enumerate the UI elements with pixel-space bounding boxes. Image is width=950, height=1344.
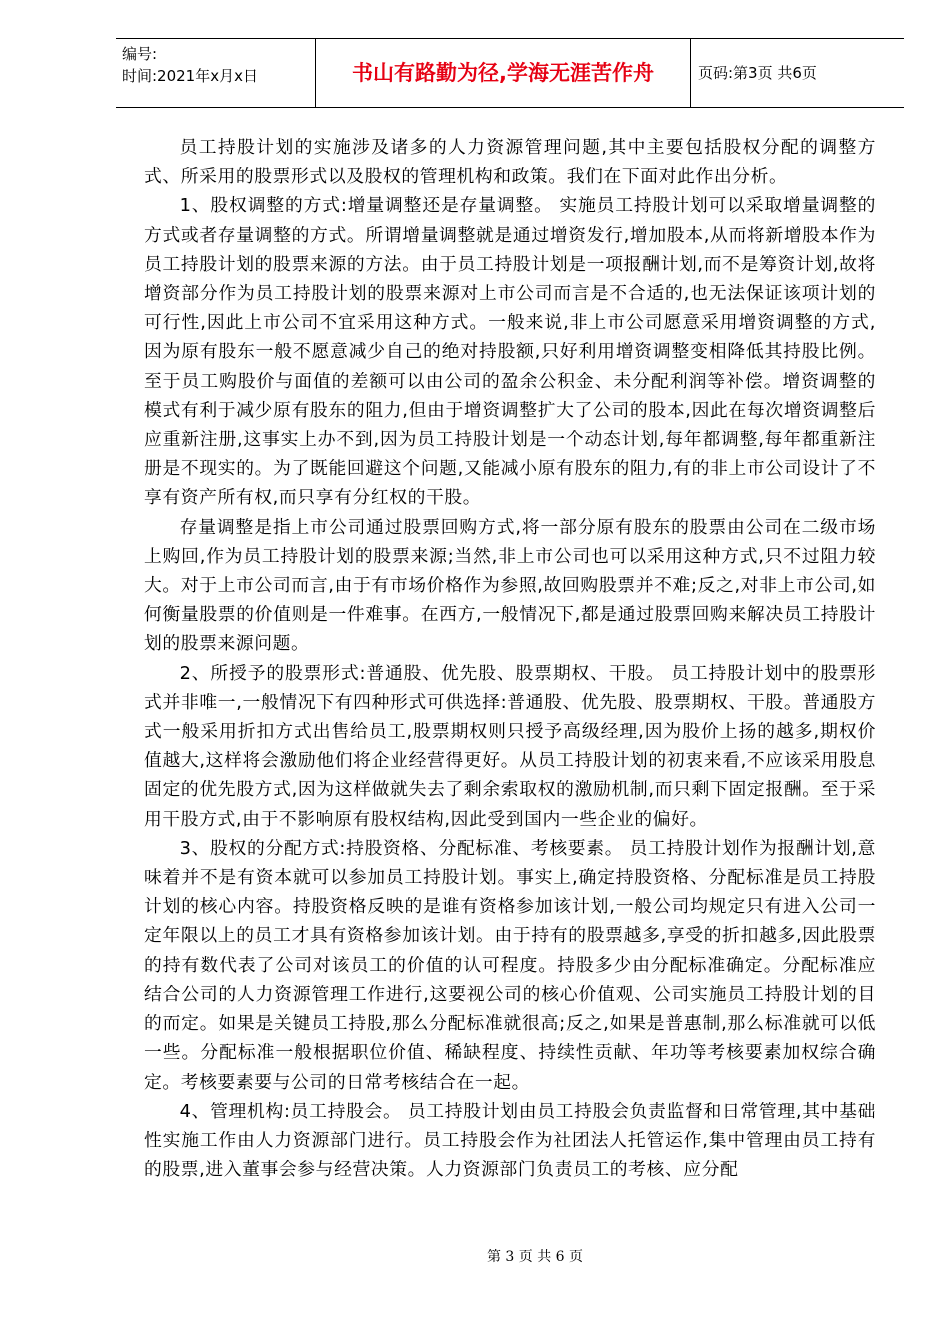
document-body [144, 133, 876, 1184]
header-page-info: 页码:第3页 共6页 [698, 64, 817, 82]
header-number-label: 编号: [122, 45, 158, 63]
footer-page-number: 第 3 页 共 6 页 [486, 1249, 584, 1265]
paragraph-stock-forms: 2、所授予的股票形式:普通股、优先股、股票期权、干股。 员工持股计划中的股票形式并非唯一,一般情况下有四种形式可供选择:普通股、优先股、股票期权、干股。普通股方式一般采用折扣方式出售给员工,股票期权则只授予高级经理,因为股价上扬的越多,期权价值越大,这样将会激励他们将企业经营得更好。从员工持股计划的初衷来看,不应该采用股息固定的优先股方式,因为这样做就失去了剩余索取权的激励机制,而只剩下固定报酬。至于采用干股方式,由于不影响原有股权结构,因此受到国内一些企业的偏好。 [144, 662, 876, 830]
page-footer [0, 1246, 950, 1266]
header-motto: 书山有路勤为径,学海无涯苦作舟 [352, 61, 654, 85]
header-divider-right [690, 39, 691, 107]
paragraph-equity-adjustment: 1、股权调整的方式:增量调整还是存量调整。 实施员工持股计划可以采取增量调整的方式或者存量调整的方式。所谓增量调整就是通过增资发行,增加股本,从而将新增股本作为员工持股计划的股票来源的方法。由于员工持股计划是一项报酬计划,而不是筹资计划,故将增资部分作为员工持股计划的股票来源对上市公司而言是不合适的,也无法保证该项计划的可行性,因此上市公司不宜采用这种方式。一般来说,非上市公司愿意采用增资调整的方式,因为原有股东一般不愿意减少自己的绝对持股额,只好利用增资调整变相降低其持股比例。至于员工购股价与面值的差额可以由公司的盈余公积金、未分配利润等补偿。增资调整的模式有利于减少原有股东的阻力,但由于增资调整扩大了公司的股本,因此在每次增资调整后应重新注册,这事实上办不到,因为员工持股计划是一个动态计划,每年都调整,每年都重新注册是不现实的。为了既能回避这个问题,又能减小原有股东的阻力,有的非上市公司设计了不享有资产所有权,而只享有分红权的干股。 [144, 195, 876, 509]
paragraph-management: 4、管理机构:员工持股会。 员工持股计划由员工持股会负责监督和日常管理,其中基础性实施工作由人力资源部门进行。员工持股会作为社团法人托管运作,集中管理由员工持有的股票,进入董事会参与经营决策。人力资源部门负责员工的考核、应分配 [144, 1100, 876, 1181]
header-meta [122, 43, 312, 87]
paragraph-intro: 员工持股计划的实施涉及诸多的人力资源管理问题,其中主要包括股权分配的调整方式、所采用的股票形式以及股权的管理机构和政策。我们在下面对此作出分析。 [144, 137, 876, 188]
paragraph-distribution: 3、股权的分配方式:持股资格、分配标准、考核要素。 员工持股计划作为报酬计划,意味着并不是有资本就可以参加员工持股计划。事实上,确定持股资格、分配标准是员工持股计划的核心内容。持股资格反映的是谁有资格参加该计划,一般公司均规定只有进入公司一定年限以上的员工才具有资格参加该计划。由于持有的股票越多,享受的折扣越多,因此股票的持有数代表了公司对该员工的价值的认可程度。持股多少由分配标准确定。分配标准应结合公司的人力资源管理工作进行,这要视公司的核心价值观、公司实施员工持股计划的目的而定。如果是关键员工持股,那么分配标准就很高;反之,如果是普惠制,那么标准就可以低一些。分配标准一般根据职位价值、稀缺程度、持续性贡献、年功等考核要素加权综合确定。考核要素要与公司的日常考核结合在一起。 [144, 837, 876, 1093]
page-header [116, 38, 904, 108]
header-time-label: 时间:2021年x月x日 [122, 67, 258, 85]
paragraph-stock-adjustment: 存量调整是指上市公司通过股票回购方式,将一部分原有股东的股票由公司在二级市场上购回,作为员工持股计划的股票来源;当然,非上市公司也可以采用这种方式,只不过阻力较大。对于上市公司而言,由于有市场价格作为参照,故回购股票并不难;反之,对非上市公司,如何衡量股票的价值则是一件难事。在西方,一般情况下,都是通过股票回购来解决员工持股计划的股票来源问题。 [144, 516, 876, 655]
